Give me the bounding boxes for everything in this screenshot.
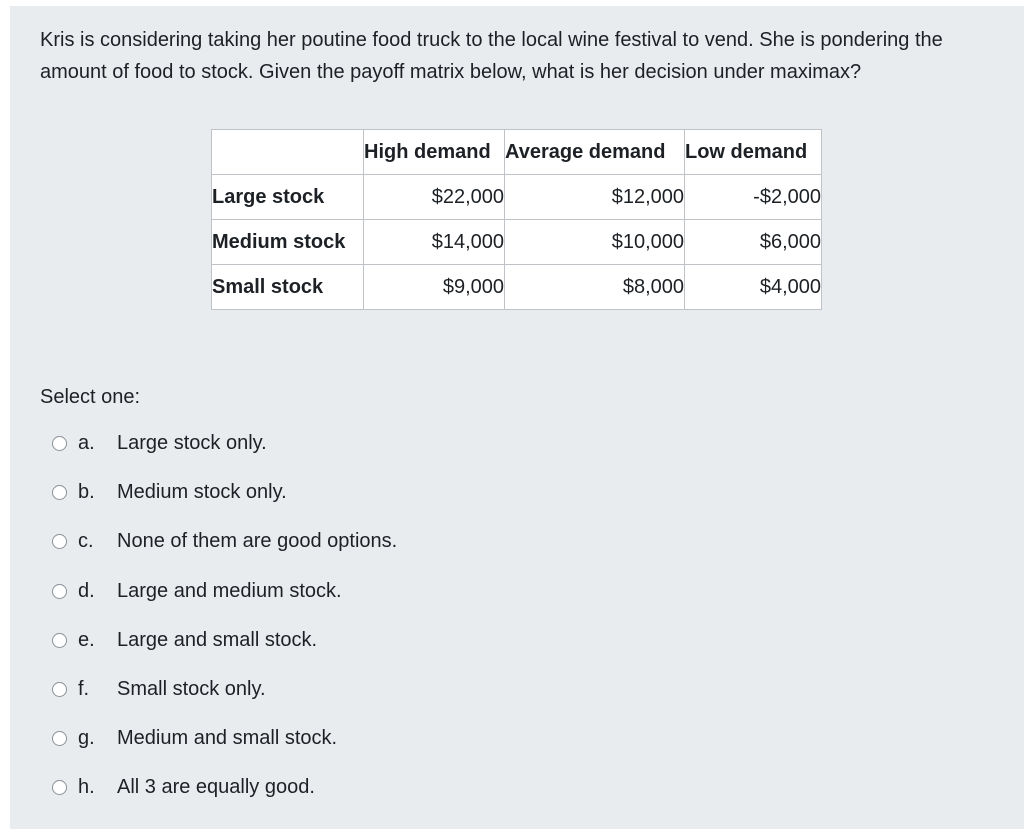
table-cell: $10,000 — [505, 220, 685, 265]
option-label[interactable]: None of them are good options. — [117, 530, 398, 553]
option-letter: h. — [78, 776, 95, 799]
option-letter: c. — [78, 530, 94, 553]
option-h[interactable] — [52, 763, 397, 812]
table-cell: $8,000 — [505, 265, 685, 310]
option-c[interactable] — [52, 517, 397, 566]
option-a[interactable] — [52, 419, 397, 468]
table-corner-cell — [212, 130, 364, 175]
option-d[interactable] — [52, 567, 397, 616]
option-letter: b. — [78, 481, 95, 504]
option-label[interactable]: Medium and small stock. — [117, 727, 338, 750]
table-cell: $9,000 — [364, 265, 505, 310]
option-letter: f. — [78, 678, 90, 701]
option-letter: g. — [78, 727, 95, 750]
column-header-low-demand: Low demand — [685, 130, 822, 175]
option-b[interactable] — [52, 468, 397, 517]
radio-button-c[interactable] — [52, 534, 67, 549]
option-label[interactable]: Large and small stock. — [117, 628, 318, 651]
option-label[interactable]: Medium stock only. — [117, 481, 287, 504]
option-letter: e. — [78, 628, 95, 651]
question-panel — [10, 6, 1024, 829]
radio-button-e[interactable] — [52, 633, 67, 648]
question-text: Kris is considering taking her poutine food truck to the local wine festival to vend. She is pondering the amount of food to stock. Given the payoff matrix below, what is her decision under maximax? — [40, 29, 943, 83]
answer-options — [52, 419, 397, 813]
table-cell: $22,000 — [364, 175, 505, 220]
table-cell: $4,000 — [685, 265, 822, 310]
radio-button-h[interactable] — [52, 780, 67, 795]
radio-button-a[interactable] — [52, 436, 67, 451]
row-header-medium-stock: Medium stock — [212, 220, 364, 265]
table-header-row — [212, 130, 822, 175]
radio-button-g[interactable] — [52, 731, 67, 746]
radio-button-d[interactable] — [52, 584, 67, 599]
option-label[interactable]: Large and medium stock. — [117, 579, 342, 602]
table-row — [212, 220, 822, 265]
option-e[interactable] — [52, 616, 397, 665]
column-header-average-demand: Average demand — [505, 130, 685, 175]
table-cell: $14,000 — [364, 220, 505, 265]
column-header-high-demand: High demand — [364, 130, 505, 175]
table-row — [212, 175, 822, 220]
select-one-label: Select one: — [40, 386, 141, 408]
option-f[interactable] — [52, 665, 397, 714]
radio-button-f[interactable] — [52, 682, 67, 697]
option-label[interactable]: Small stock only. — [117, 678, 266, 701]
table-cell: $12,000 — [505, 175, 685, 220]
radio-button-b[interactable] — [52, 485, 67, 500]
table-row — [212, 265, 822, 310]
table-cell: -$2,000 — [685, 175, 822, 220]
option-letter: d. — [78, 579, 95, 602]
option-letter: a. — [78, 432, 95, 455]
table-cell: $6,000 — [685, 220, 822, 265]
payoff-matrix-table — [211, 129, 822, 310]
option-label[interactable]: Large stock only. — [117, 432, 267, 455]
row-header-large-stock: Large stock — [212, 175, 364, 220]
option-g[interactable] — [52, 714, 397, 763]
row-header-small-stock: Small stock — [212, 265, 364, 310]
option-label[interactable]: All 3 are equally good. — [117, 776, 315, 799]
